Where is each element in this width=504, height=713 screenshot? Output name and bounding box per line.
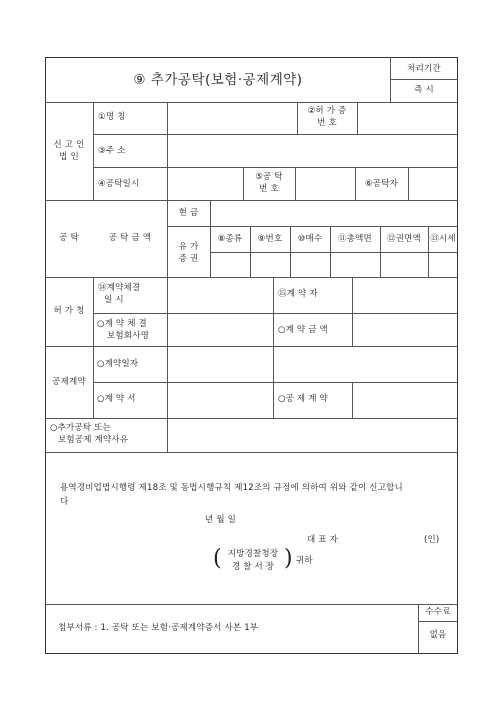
honorific: 귀하 bbox=[296, 556, 313, 566]
contract-party-field[interactable] bbox=[353, 278, 457, 312]
col-count: ⑩매수 bbox=[297, 234, 323, 244]
deposit-amount-label: 공 탁 금 액 bbox=[108, 233, 152, 243]
insurer-field[interactable] bbox=[168, 314, 272, 345]
col-number: ⑨번호 bbox=[257, 234, 283, 244]
license-no-label-2: 번 호 bbox=[317, 118, 337, 128]
fee-value: 없음 bbox=[429, 630, 447, 640]
addressee-2: 경 찰 서 장 bbox=[231, 562, 275, 572]
license-no-label: ②허 가 증 bbox=[307, 106, 347, 116]
cash-field[interactable] bbox=[211, 201, 457, 225]
contract-document-field[interactable] bbox=[168, 383, 272, 417]
divider bbox=[390, 79, 458, 80]
processing-period-value: 즉 시 bbox=[414, 85, 434, 95]
seal-mark: (인) bbox=[424, 535, 440, 545]
address-label: ③주 소 bbox=[98, 146, 126, 156]
contract-date-label-2: 일 시 bbox=[104, 295, 124, 305]
deposit-no-label: ⑤공 탁 bbox=[255, 172, 283, 182]
contract-document-label: ○계 약 서 bbox=[97, 394, 136, 404]
securities-label: 유 가 bbox=[178, 242, 199, 252]
contract-date-label: ⑭계약체결 bbox=[98, 283, 141, 293]
insurer-label-2: 보험회사명 bbox=[107, 331, 150, 341]
divider bbox=[45, 604, 458, 605]
fee-label: 수수료 bbox=[425, 607, 451, 617]
contract-amount-field[interactable] bbox=[353, 314, 457, 345]
address-field[interactable] bbox=[168, 135, 457, 166]
mutual-contract-label: ○공 제 계 약 bbox=[278, 394, 328, 404]
col-face-value: ⑫권면액 bbox=[387, 234, 421, 244]
addressee-1: 지방경찰청장 bbox=[227, 549, 279, 559]
deposit-date-label: ④공탁일시 bbox=[98, 179, 140, 189]
divider bbox=[93, 102, 94, 200]
mutual-section-label: 공제계약 bbox=[52, 377, 86, 387]
divider bbox=[93, 277, 94, 418]
col-kind: ⑧종류 bbox=[217, 234, 243, 244]
deposit-no-field[interactable] bbox=[296, 168, 354, 199]
reason-field[interactable] bbox=[168, 419, 457, 451]
depositor-field[interactable] bbox=[409, 168, 457, 199]
mutual-date-field[interactable] bbox=[168, 347, 457, 381]
deposit-section-label: 공 탁 bbox=[59, 233, 79, 243]
reason-label: ○추가공탁 또는 bbox=[50, 423, 111, 433]
processing-period-label: 처리기간 bbox=[407, 64, 441, 74]
report-date-line: 년 월 일 bbox=[205, 515, 237, 525]
permit-section-label: 허 가 청 bbox=[53, 306, 85, 316]
reporter-section-label-2: 법 인 bbox=[59, 152, 79, 162]
cash-label: 현 금 bbox=[178, 208, 199, 218]
contract-amount-label: ○계 약 금 액 bbox=[278, 325, 328, 335]
attachments-text: 첨부서류 : 1. 공탁 또는 보험·공제계약증서 사본 1부 bbox=[58, 623, 259, 633]
deposit-date-field[interactable] bbox=[168, 168, 242, 199]
divider bbox=[93, 167, 458, 168]
securities-label-2: 증 권 bbox=[178, 254, 199, 264]
form-title: ⑨ 추가공탁(보험·공제계약) bbox=[133, 72, 303, 88]
mutual-contract-field[interactable] bbox=[353, 383, 457, 417]
divider bbox=[418, 621, 458, 622]
representative-label: 대 표 자 bbox=[307, 535, 339, 545]
statement-body: 용역경비업법시행령 제18조 및 동법시행규칙 제12조의 규정에 의하여 위와 같이 신고합니 bbox=[60, 483, 403, 493]
mutual-date-label: ○계약일자 bbox=[97, 359, 139, 369]
right-bracket: ) bbox=[284, 546, 293, 571]
reason-label-2: 보험공제 계약사유 bbox=[58, 435, 129, 445]
depositor-label: ⑥공탁자 bbox=[364, 179, 399, 189]
insurer-label: ○계 약 체 결 bbox=[97, 319, 147, 329]
col-total-face: ⑪총액면 bbox=[338, 234, 372, 244]
contract-party-label: ⑮계 약 자 bbox=[278, 289, 318, 299]
contract-date-field[interactable] bbox=[168, 278, 272, 312]
divider bbox=[210, 252, 458, 253]
reporter-section-label: 신 고 인 bbox=[53, 140, 85, 150]
deposit-no-label-2: 번 호 bbox=[259, 184, 279, 194]
license-no-field[interactable] bbox=[358, 103, 457, 133]
left-bracket: ( bbox=[213, 546, 222, 571]
statement-body-cont: 다 bbox=[60, 497, 69, 507]
divider bbox=[45, 452, 458, 453]
name-label: ①명 칭 bbox=[98, 112, 126, 122]
name-field[interactable] bbox=[168, 103, 296, 133]
col-market-price: ⑬시세 bbox=[430, 234, 456, 244]
